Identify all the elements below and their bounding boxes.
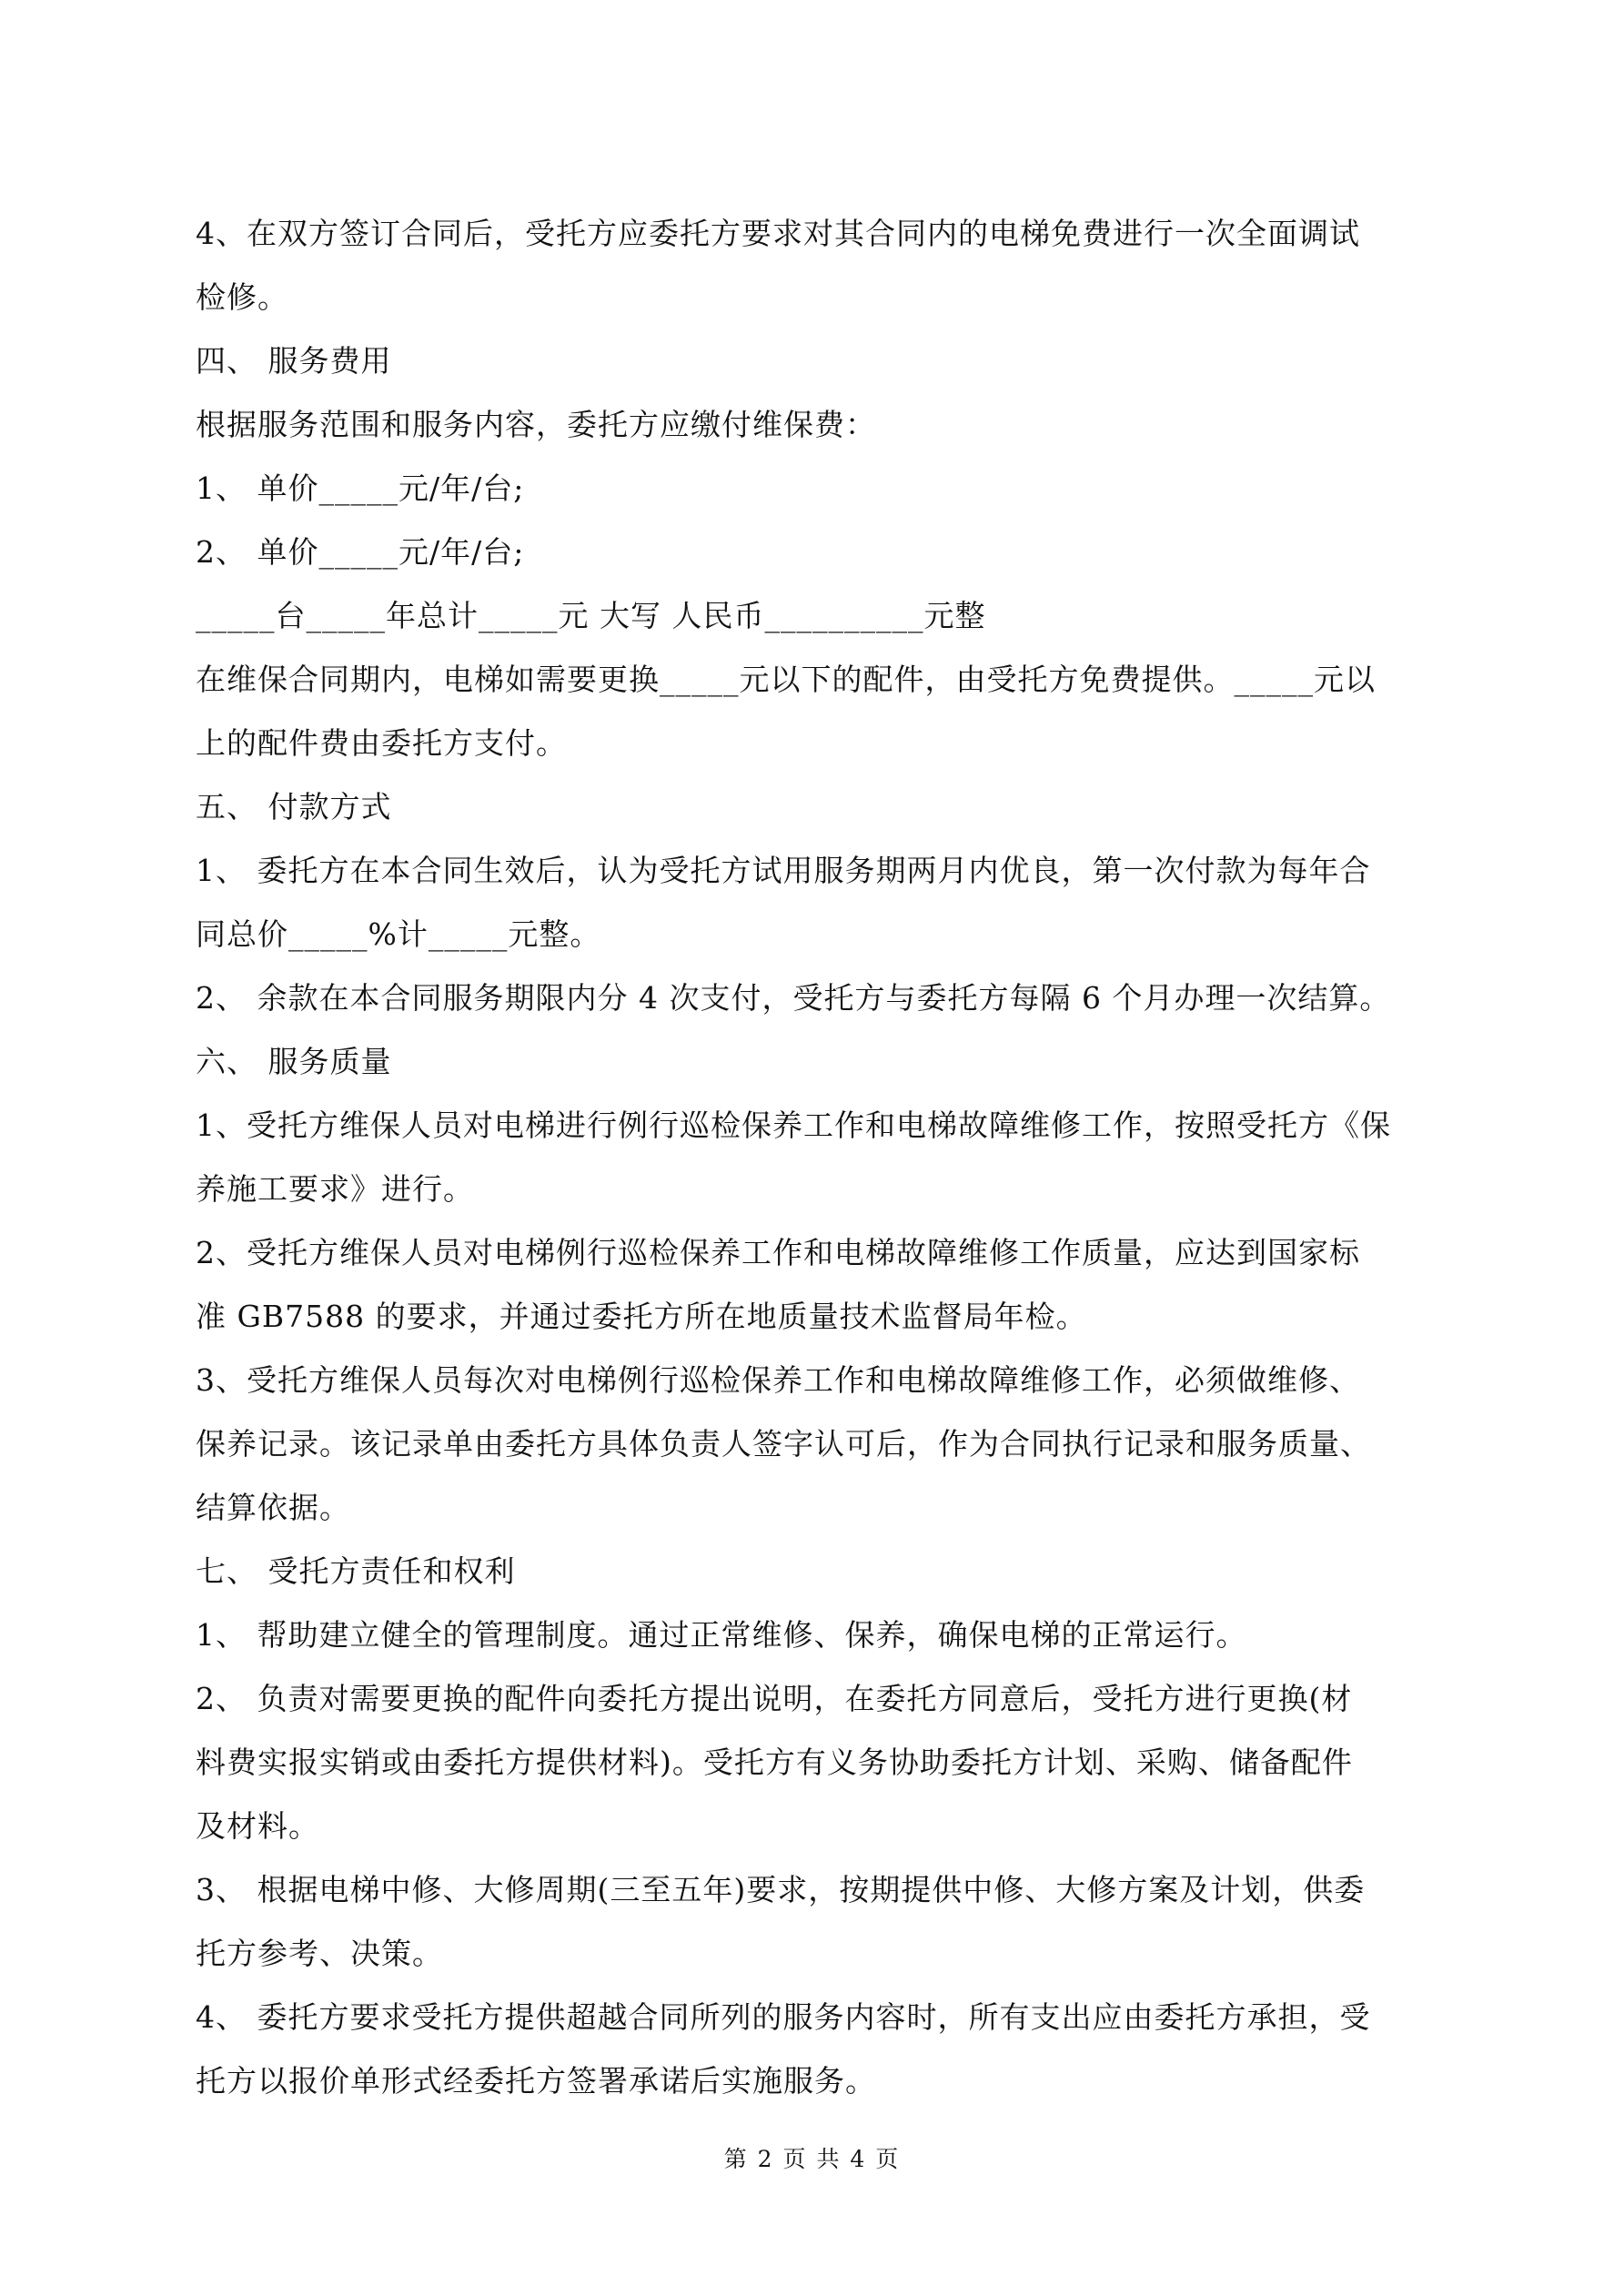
paragraph-line: 2、受托方维保人员对电梯例行巡检保养工作和电梯故障维修工作质量，应达到国家标 xyxy=(196,1235,1360,1270)
paragraph-line: 上的配件费由委托方支付。 xyxy=(196,725,567,761)
paragraph-line: 及材料。 xyxy=(196,1808,319,1844)
paragraph-line: 1、 单价_____元/年/台; xyxy=(196,470,525,506)
paragraph-line: 1、 帮助建立健全的管理制度。通过正常维修、保养，确保电梯的正常运行。 xyxy=(196,1617,1247,1653)
section-heading: 七、 受托方责任和权利 xyxy=(196,1553,516,1589)
paragraph-line: 4、在双方签订合同后，受托方应委托方要求对其合同内的电梯免费进行一次全面调试 xyxy=(196,216,1360,251)
paragraph-line: 保养记录。该记录单由委托方具体负责人签字认可后，作为合同执行记录和服务质量、 xyxy=(196,1426,1371,1462)
paragraph-line: _____台_____年总计_____元 大写 人民币__________元整 xyxy=(196,598,986,633)
paragraph-line: 3、受托方维保人员每次对电梯例行巡检保养工作和电梯故障维修工作，必须做维修、 xyxy=(196,1362,1360,1398)
paragraph-line: 准 GB7588 的要求，并通过委托方所在地质量技术监督局年检。 xyxy=(196,1299,1087,1334)
paragraph-line: 2、 余款在本合同服务期限内分 4 次支付，受托方与委托方每隔 6 个月办理一次结算。 xyxy=(196,980,1391,1016)
section-heading: 四、 服务费用 xyxy=(196,343,392,379)
page-number-footer: 第 2 页 共 4 页 xyxy=(723,2146,901,2172)
paragraph-line: 料费实报实销或由委托方提供材料)。受托方有义务协助委托方计划、采购、储备配件 xyxy=(196,1745,1353,1780)
paragraph-line: 4、 委托方要求受托方提供超越合同所列的服务内容时，所有支出应由委托方承担，受 xyxy=(196,1999,1371,2035)
paragraph-line: 3、 根据电梯中修、大修周期(三至五年)要求，按期提供中修、大修方案及计划，供委 xyxy=(196,1872,1366,1907)
section-heading: 六、 服务质量 xyxy=(196,1044,392,1079)
paragraph-line: 根据服务范围和服务内容，委托方应缴付维保费： xyxy=(196,407,876,442)
paragraph-line: 托方参考、决策。 xyxy=(196,1936,443,1971)
paragraph-line: 2、 单价_____元/年/台; xyxy=(196,534,525,570)
paragraph-line: 托方以报价单形式经委托方签署承诺后实施服务。 xyxy=(196,2063,876,2099)
paragraph-line: 在维保合同期内，电梯如需要更换_____元以下的配件，由受托方免费提供。_____元以 xyxy=(196,662,1376,697)
document-body xyxy=(196,202,1442,2113)
paragraph-line: 1、受托方维保人员对电梯进行例行巡检保养工作和电梯故障维修工作，按照受托方《保 xyxy=(196,1108,1391,1143)
paragraph-line: 1、 委托方在本合同生效后，认为受托方试用服务期两月内优良，第一次付款为每年合 xyxy=(196,853,1371,888)
section-heading: 五、 付款方式 xyxy=(196,789,392,824)
paragraph-line: 检修。 xyxy=(196,279,288,315)
paragraph-line: 2、 负责对需要更换的配件向委托方提出说明，在委托方同意后，受托方进行更换(材 xyxy=(196,1681,1353,1716)
paragraph-line: 结算依据。 xyxy=(196,1490,350,1525)
paragraph-line: 养施工要求》进行。 xyxy=(196,1171,474,1207)
paragraph-line: 同总价_____%计_____元整。 xyxy=(196,916,601,952)
